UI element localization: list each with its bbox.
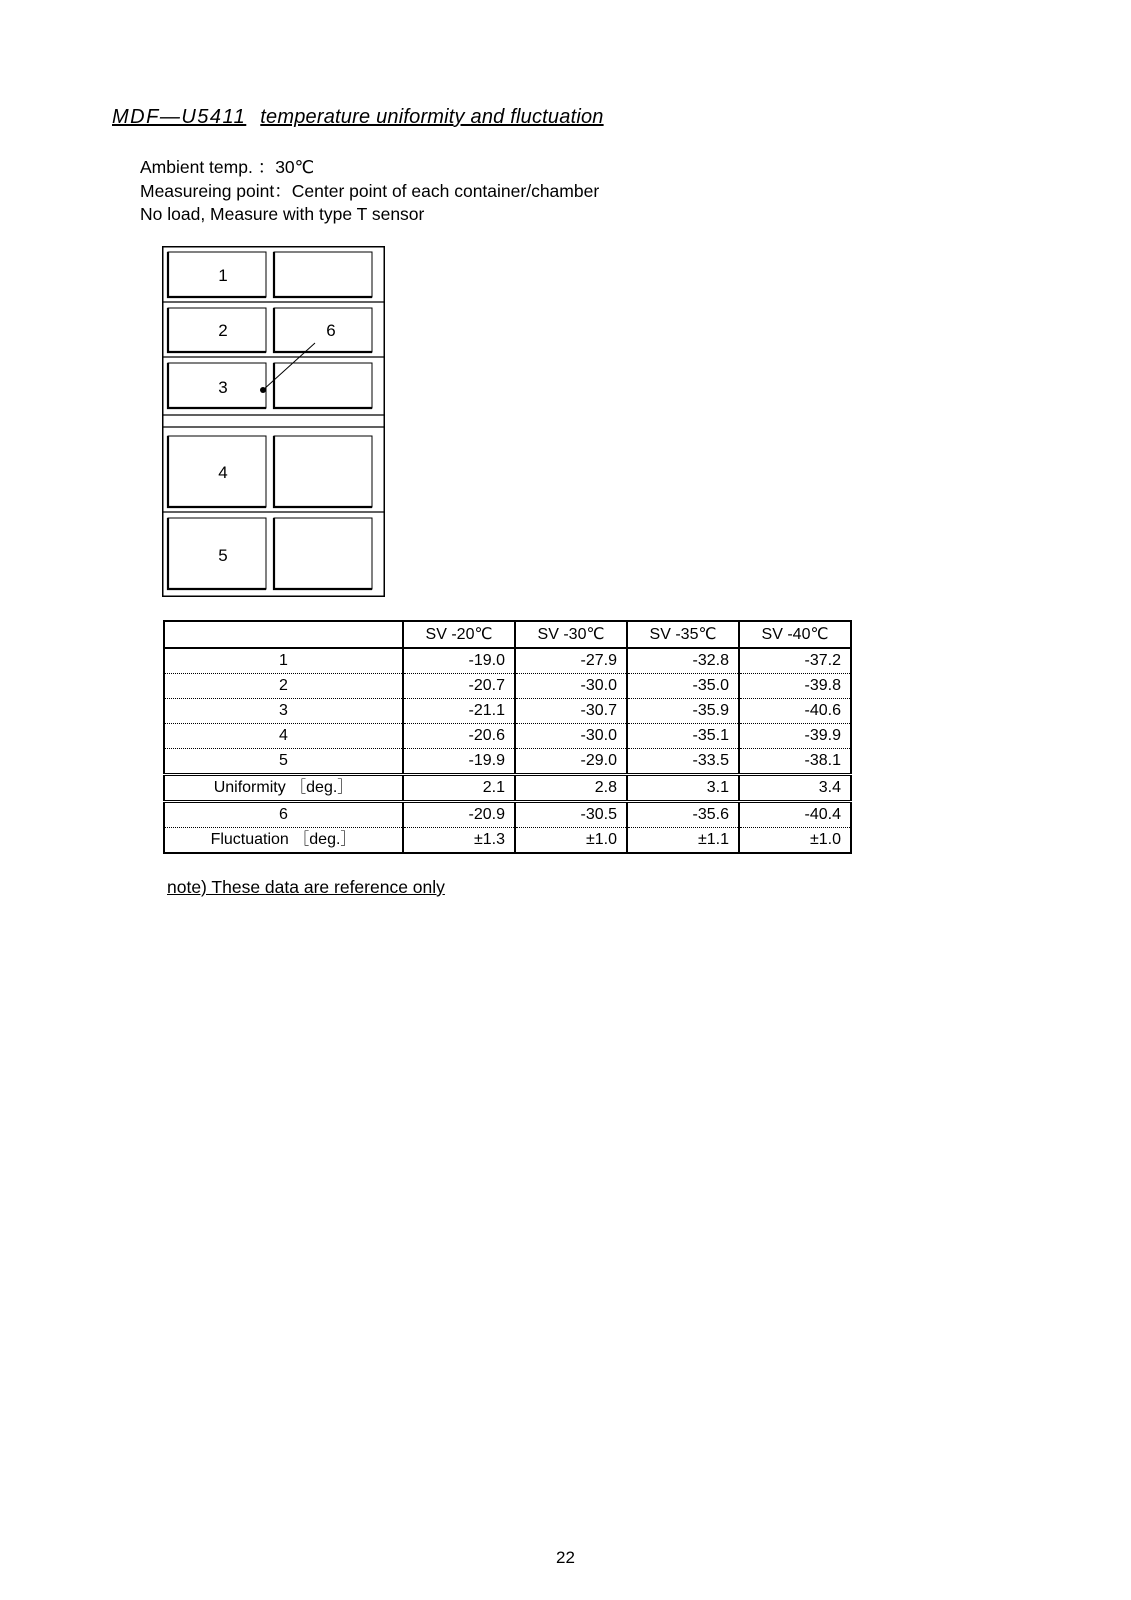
ambient-temp-line: Ambient temp. ：30℃	[140, 157, 315, 177]
table-cell: -37.2	[739, 648, 851, 674]
table-row	[164, 749, 851, 775]
table-cell: -40.6	[739, 699, 851, 724]
table-cell: -35.1	[627, 724, 739, 749]
reference-note: note) These data are reference only	[167, 877, 445, 897]
temperature-table	[163, 620, 852, 854]
table-cell: -20.9	[403, 802, 515, 828]
table-cell: -38.1	[739, 749, 851, 775]
table-cell: -30.0	[515, 674, 627, 699]
table-header-row	[164, 621, 851, 648]
table-cell: ±1.0	[739, 828, 851, 854]
table-row	[164, 699, 851, 724]
page-title	[112, 106, 604, 129]
row-label: Fluctuation ［deg.］	[164, 828, 403, 854]
freezer-outline	[162, 246, 385, 597]
table-cell: -29.0	[515, 749, 627, 775]
diagram-label-2: 2	[218, 321, 228, 340]
table-cell: -35.9	[627, 699, 739, 724]
row-label: 4	[164, 724, 403, 749]
table-cell: -20.6	[403, 724, 515, 749]
table-cell: -27.9	[515, 648, 627, 674]
table-row	[164, 724, 851, 749]
table-cell: -20.7	[403, 674, 515, 699]
table-cell: -21.1	[403, 699, 515, 724]
table-cell: -19.9	[403, 749, 515, 775]
row-label: 2	[164, 674, 403, 699]
row-label: 3	[164, 699, 403, 724]
table-cell: -30.0	[515, 724, 627, 749]
title-subject: temperature uniformity and fluctuation	[260, 106, 604, 128]
table-cell: -35.0	[627, 674, 739, 699]
table-header-cell: SV -30℃	[515, 621, 627, 648]
table-cell: 3.4	[739, 775, 851, 802]
table-cell: 2.8	[515, 775, 627, 802]
measurement-conditions	[140, 156, 599, 227]
page-number: 22	[556, 1548, 575, 1567]
diagram-label-5: 5	[218, 546, 228, 565]
table-cell: -39.9	[739, 724, 851, 749]
table-cell: -40.4	[739, 802, 851, 828]
load-line: No load, Measure with type T sensor	[140, 204, 425, 224]
diagram-label-3: 3	[218, 378, 228, 397]
row-label: 5	[164, 749, 403, 775]
table-cell: ±1.0	[515, 828, 627, 854]
table-cell: -33.5	[627, 749, 739, 775]
table-cell: 2.1	[403, 775, 515, 802]
diagram-label-6: 6	[326, 321, 336, 340]
table-header-cell: SV -20℃	[403, 621, 515, 648]
table-cell: -30.7	[515, 699, 627, 724]
table-header-cell	[164, 621, 403, 648]
diagram-label-4: 4	[218, 463, 228, 482]
table-header-cell: SV -40℃	[739, 621, 851, 648]
table-cell: -35.6	[627, 802, 739, 828]
row-label: 1	[164, 648, 403, 674]
row-label: Uniformity ［deg.］	[164, 775, 403, 802]
table-row	[164, 648, 851, 674]
table-cell: 3.1	[627, 775, 739, 802]
table-cell: -39.8	[739, 674, 851, 699]
table-row	[164, 802, 851, 828]
model-name: MDF—U5411	[112, 106, 247, 128]
measuring-point-line: Measureing point：Center point of each container/chamber	[140, 180, 600, 201]
table-cell: ±1.1	[627, 828, 739, 854]
row-label: 6	[164, 802, 403, 828]
fluctuation-row	[164, 828, 851, 854]
table-cell: -32.8	[627, 648, 739, 674]
table-cell: ±1.3	[403, 828, 515, 854]
uniformity-row	[164, 775, 851, 802]
freezer-diagram	[162, 246, 385, 597]
table-cell: -19.0	[403, 648, 515, 674]
table-row	[164, 674, 851, 699]
diagram-label-1: 1	[218, 266, 228, 285]
table-header-cell: SV -35℃	[627, 621, 739, 648]
table-cell: -30.5	[515, 802, 627, 828]
sensor-6-point	[260, 387, 266, 393]
